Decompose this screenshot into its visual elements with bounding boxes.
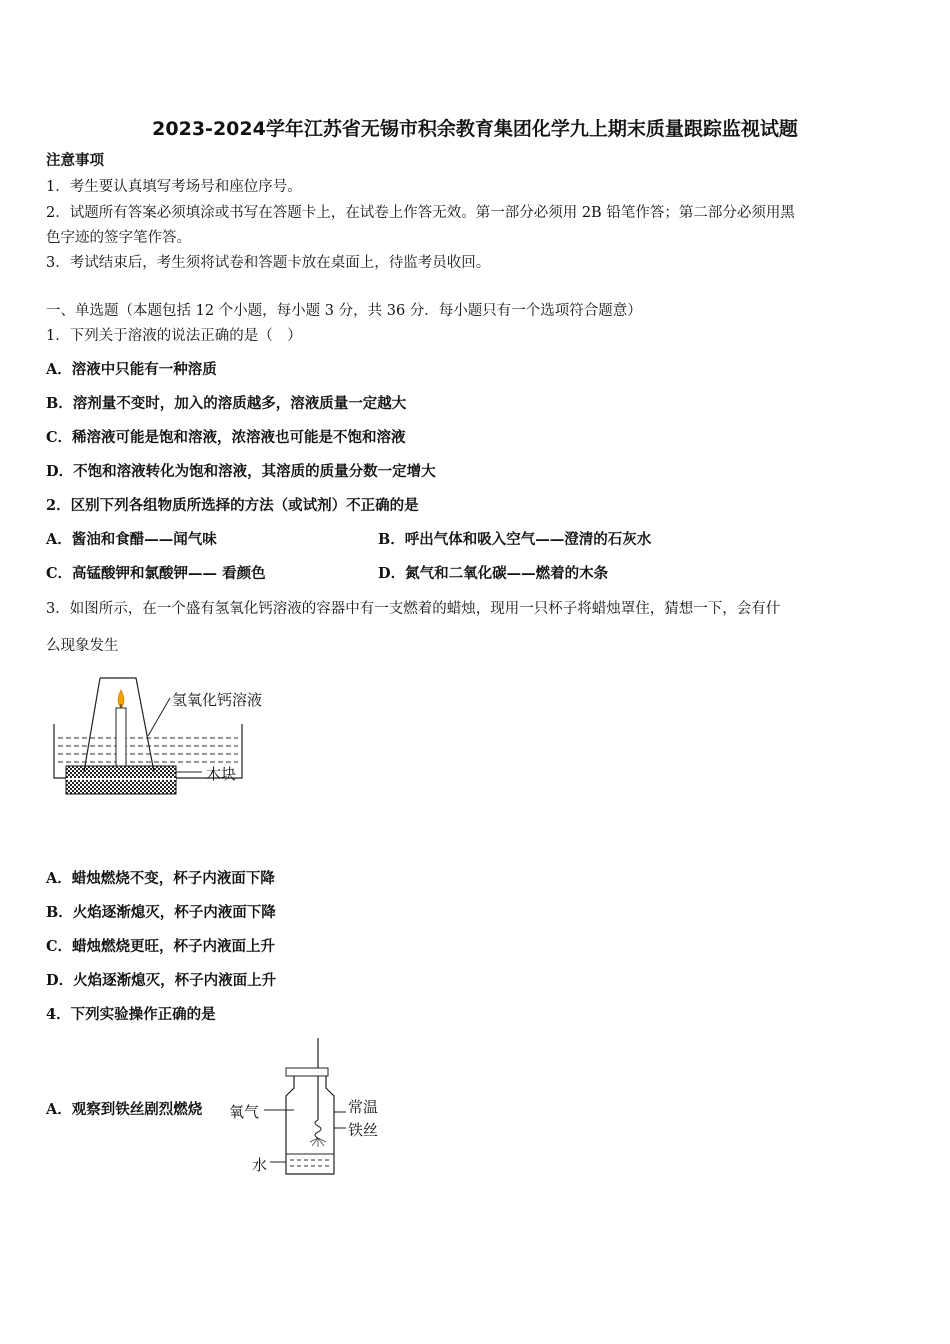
q3-option-d: D．火焰逐渐熄灭，杯子内液面上升 [46,972,277,989]
question-3-stem: 3．如图所示，在一个盛有氢氧化钙溶液的容器中有一支燃着的蜡烛，现用一只杯子将蜡烛罩住，猜想一下，会有什 [46,601,781,617]
q3-option-c: C．蜡烛燃烧更旺，杯子内液面上升 [46,938,276,955]
cup [100,678,154,772]
question-4-stem: 4．下列实验操作正确的是 [46,1006,216,1023]
page-title: 2023-2024学年江苏省无锡市积余教育集团化学九上期末质量跟踪监视试题 [152,118,798,140]
q2-option-c: C．高锰酸钾和氯酸钾—— 看颜色 [46,565,266,582]
section-heading: 一、单选题（本题包括 12 个小题，每小题 3 分，共 36 分．每小题只有一个选项符合题意） [46,303,642,319]
label-room-temperature: 常温 [348,1098,379,1116]
label-water: 水 [252,1156,268,1174]
notice-heading: 注意事项 [46,152,104,169]
bottle-stopper [286,1068,328,1076]
label-oxygen: 氧气 [229,1103,260,1121]
label-wood-block: 木块 [206,765,237,783]
q1-option-a: A．溶液中只能有一种溶质 [46,361,217,378]
q2-option-b: B．呼出气体和吸入空气——澄清的石灰水 [378,531,652,548]
notice-item: 色字迹的签字笔作答。 [46,230,191,246]
notice-item: 1．考生要认真填写考场号和座位序号。 [46,179,302,195]
label-calcium-hydroxide-solution: 氢氧化钙溶液 [172,691,263,709]
q3-option-b: B．火焰逐渐熄灭，杯子内液面下降 [46,904,276,921]
q4-option-a: A．观察到铁丝剧烈燃烧 [46,1101,203,1118]
question-2-stem: 2．区别下列各组物质所选择的方法（或试剂）不正确的是 [46,497,419,514]
question-3-stem-cont: 么现象发生 [46,638,119,654]
notice-item: 2．试题所有答案必须填涂或书写在答题卡上，在试卷上作答无效。第一部分必须用 2B 铅笔作答；第二部分必须用黑 [46,205,795,221]
q1-option-c: C．稀溶液可能是饱和溶液，浓溶液也可能是不饱和溶液 [46,429,406,446]
q1-option-b: B．溶剂量不变时，加入的溶质越多，溶液质量一定越大 [46,395,407,412]
q2-option-a: A．酱油和食醋——闻气味 [46,531,217,548]
question-1-stem: 1．下列关于溶液的说法正确的是（ ） [46,328,302,344]
sparks-icon [310,1138,326,1147]
q2-option-d: D．氮气和二氧化碳——燃着的木条 [378,565,609,582]
gas-bottle [286,1076,334,1174]
notice-item: 3．考试结束后，考生须将试卷和答题卡放在桌面上，待监考员收回。 [46,255,491,271]
iron-wire-coil [315,1120,321,1138]
q3-option-a: A．蜡烛燃烧不变，杯子内液面下降 [46,870,275,887]
q1-option-d: D．不饱和溶液转化为饱和溶液，其溶质的质量分数一定增大 [46,463,436,480]
label-iron-wire: 铁丝 [348,1121,379,1139]
candle [116,708,126,766]
